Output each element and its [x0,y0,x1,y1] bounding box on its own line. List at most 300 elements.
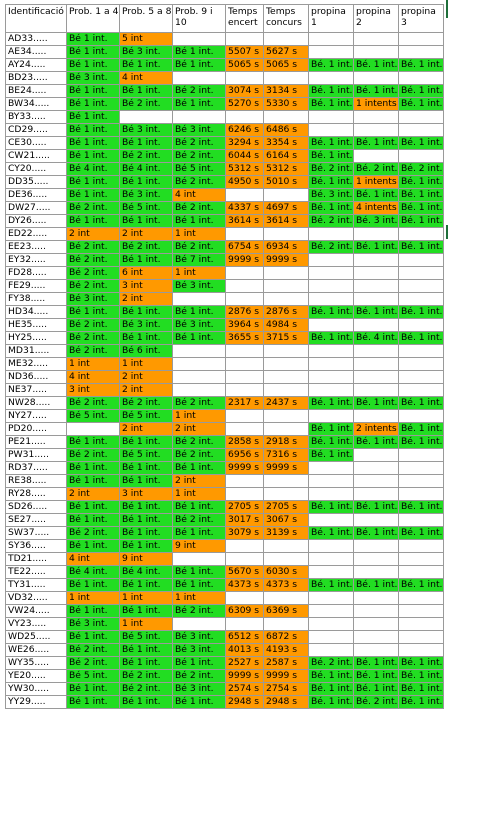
cell-identificacio[interactable]: VD32..... [6,592,67,605]
table-cell[interactable]: Bé 1 int. [120,215,173,228]
table-cell[interactable]: Bé 2 int. [173,85,226,98]
table-cell[interactable] [354,358,399,371]
table-cell[interactable] [173,384,226,397]
table-cell[interactable]: Bé. 1 int. [399,137,444,150]
table-cell[interactable]: Bé 2 int. [120,397,173,410]
table-cell[interactable] [399,319,444,332]
table-cell[interactable]: Bé. 2 int. [309,215,354,228]
table-cell[interactable]: 1 int [120,358,173,371]
cell-identificacio[interactable]: WD25..... [6,631,67,644]
table-cell[interactable]: 2 int [120,293,173,306]
table-cell[interactable]: Bé. 1 int. [309,527,354,540]
table-cell[interactable]: Bé. 1 int. [354,683,399,696]
table-cell[interactable]: Bé 1 int. [67,696,120,709]
table-cell[interactable] [226,384,264,397]
table-cell[interactable]: Bé 1 int. [173,696,226,709]
table-cell[interactable]: 5065 s [226,59,264,72]
table-cell[interactable]: Bé 2 int. [67,254,120,267]
table-cell[interactable]: Bé 1 int. [67,46,120,59]
table-cell[interactable] [354,631,399,644]
table-cell[interactable]: Bé 2 int. [173,137,226,150]
table-cell[interactable]: Bé. 1 int. [309,59,354,72]
table-cell[interactable]: Bé 4 int. [120,566,173,579]
table-cell[interactable]: Bé 1 int. [67,540,120,553]
table-cell[interactable] [399,488,444,501]
table-cell[interactable]: Bé 1 int. [67,605,120,618]
table-cell[interactable] [354,605,399,618]
table-cell[interactable] [309,345,354,358]
cell-identificacio[interactable]: VW24..... [6,605,67,618]
table-cell[interactable]: Bé. 1 int. [399,215,444,228]
table-cell[interactable]: Bé. 1 int. [399,306,444,319]
table-cell[interactable] [399,124,444,137]
table-cell[interactable] [354,475,399,488]
table-cell[interactable]: 3715 s [264,332,309,345]
table-cell[interactable] [173,293,226,306]
table-cell[interactable] [309,228,354,241]
header-propina-3[interactable]: propina 3 [399,5,444,33]
table-cell[interactable] [309,384,354,397]
table-cell[interactable]: 2858 s [226,436,264,449]
table-cell[interactable] [309,33,354,46]
table-cell[interactable]: Bé. 1 int. [309,501,354,514]
table-cell[interactable]: 5330 s [264,98,309,111]
table-cell[interactable] [264,384,309,397]
cell-identificacio[interactable]: EE23..... [6,241,67,254]
table-cell[interactable] [173,33,226,46]
table-cell[interactable] [226,410,264,423]
table-cell[interactable]: Bé. 1 int. [399,423,444,436]
table-cell[interactable] [354,124,399,137]
table-cell[interactable]: Bé 1 int. [120,85,173,98]
table-cell[interactable] [264,189,309,202]
table-cell[interactable] [354,371,399,384]
table-cell[interactable]: Bé 1 int. [67,683,120,696]
cell-identificacio[interactable]: MD31..... [6,345,67,358]
table-cell[interactable] [226,423,264,436]
table-cell[interactable] [264,423,309,436]
table-cell[interactable] [226,228,264,241]
table-cell[interactable]: Bé 2 int. [67,332,120,345]
table-cell[interactable] [354,449,399,462]
table-cell[interactable]: Bé 4 int. [67,163,120,176]
table-cell[interactable]: 1 int [173,228,226,241]
table-cell[interactable]: 1 intents [354,176,399,189]
table-cell[interactable]: Bé 1 int. [120,137,173,150]
cell-identificacio[interactable]: FE29..... [6,280,67,293]
table-cell[interactable]: Bé 1 int. [173,46,226,59]
table-cell[interactable]: 2 int [120,384,173,397]
table-cell[interactable] [354,540,399,553]
table-cell[interactable]: Bé 6 int. [120,345,173,358]
table-cell[interactable]: Bé 3 int. [67,72,120,85]
table-cell[interactable]: Bé 2 int. [120,150,173,163]
table-cell[interactable]: Bé 1 int. [120,527,173,540]
table-cell[interactable]: Bé 3 int. [173,280,226,293]
table-cell[interactable]: 4 int [120,72,173,85]
table-cell[interactable]: 2587 s [264,657,309,670]
table-cell[interactable] [264,618,309,631]
table-cell[interactable]: Bé 1 int. [67,475,120,488]
table-cell[interactable] [354,33,399,46]
table-cell[interactable]: 9 int [173,540,226,553]
table-cell[interactable]: Bé 1 int. [67,514,120,527]
table-cell[interactable]: 3 int [120,488,173,501]
table-cell[interactable]: 4984 s [264,319,309,332]
table-cell[interactable]: Bé 1 int. [67,189,120,202]
table-cell[interactable]: Bé 1 int. [67,436,120,449]
table-cell[interactable] [264,72,309,85]
table-cell[interactable]: Bé. 1 int. [399,670,444,683]
table-cell[interactable]: Bé. 1 int. [309,85,354,98]
table-cell[interactable]: 6754 s [226,241,264,254]
cell-identificacio[interactable]: HE35..... [6,319,67,332]
table-cell[interactable] [354,488,399,501]
table-cell[interactable]: Bé. 1 int. [399,202,444,215]
table-cell[interactable]: Bé 2 int. [173,605,226,618]
header-temps-concurs[interactable]: Temps concurs [264,5,309,33]
table-cell[interactable] [399,293,444,306]
table-cell[interactable]: Bé 5 int. [173,163,226,176]
table-cell[interactable]: 1 int [173,267,226,280]
cell-identificacio[interactable]: HD34..... [6,306,67,319]
table-cell[interactable] [264,111,309,124]
table-cell[interactable] [226,111,264,124]
table-cell[interactable] [264,488,309,501]
table-cell[interactable] [354,254,399,267]
table-cell[interactable]: Bé 3 int. [120,124,173,137]
header-temps-encert[interactable]: Temps encert [226,5,264,33]
table-cell[interactable]: Bé 1 int. [67,631,120,644]
table-cell[interactable]: Bé. 1 int. [399,501,444,514]
table-cell[interactable]: Bé 2 int. [67,345,120,358]
table-cell[interactable] [399,449,444,462]
table-cell[interactable] [354,644,399,657]
table-cell[interactable]: Bé 1 int. [67,462,120,475]
table-cell[interactable]: Bé. 1 int. [309,202,354,215]
table-cell[interactable]: 6 int [120,267,173,280]
table-cell[interactable]: Bé 1 int. [120,696,173,709]
table-cell[interactable] [309,254,354,267]
table-cell[interactable]: 9999 s [264,462,309,475]
table-cell[interactable] [264,475,309,488]
table-cell[interactable]: 1 int [173,410,226,423]
table-cell[interactable]: 2574 s [226,683,264,696]
table-cell[interactable]: Bé 1 int. [67,124,120,137]
table-cell[interactable]: 4 int [67,371,120,384]
table-cell[interactable]: Bé 2 int. [173,176,226,189]
cell-identificacio[interactable]: BY33..... [6,111,67,124]
cell-identificacio[interactable]: CE30..... [6,137,67,150]
table-cell[interactable]: 9999 s [226,254,264,267]
table-cell[interactable] [309,644,354,657]
table-cell[interactable] [309,462,354,475]
table-cell[interactable]: Bé. 1 int. [399,696,444,709]
table-cell[interactable] [309,592,354,605]
table-cell[interactable] [226,618,264,631]
table-cell[interactable]: Bé 1 int. [120,514,173,527]
table-cell[interactable] [309,319,354,332]
table-cell[interactable]: Bé 1 int. [120,254,173,267]
table-cell[interactable]: Bé. 1 int. [354,189,399,202]
table-cell[interactable] [226,540,264,553]
cell-identificacio[interactable]: YW30..... [6,683,67,696]
table-cell[interactable]: Bé 2 int. [67,449,120,462]
table-cell[interactable]: Bé 3 int. [173,683,226,696]
cell-identificacio[interactable]: TE22..... [6,566,67,579]
table-cell[interactable]: 4013 s [226,644,264,657]
table-cell[interactable]: Bé. 1 int. [354,501,399,514]
table-cell[interactable]: Bé. 1 int. [399,85,444,98]
table-cell[interactable] [354,150,399,163]
table-cell[interactable] [354,228,399,241]
table-cell[interactable]: Bé 1 int. [120,306,173,319]
table-cell[interactable]: 6956 s [226,449,264,462]
table-cell[interactable]: 2 int [173,423,226,436]
table-cell[interactable] [173,371,226,384]
cell-identificacio[interactable]: SD26..... [6,501,67,514]
table-cell[interactable]: 5270 s [226,98,264,111]
cell-identificacio[interactable]: ND36..... [6,371,67,384]
table-cell[interactable]: Bé. 2 int. [354,696,399,709]
table-cell[interactable]: Bé 1 int. [67,59,120,72]
table-cell[interactable]: Bé 1 int. [120,475,173,488]
table-cell[interactable]: Bé 4 int. [67,566,120,579]
header-prob-9-10[interactable]: Prob. 9 i 10 [173,5,226,33]
table-cell[interactable] [399,605,444,618]
table-cell[interactable]: Bé 2 int. [173,514,226,527]
table-cell[interactable] [309,410,354,423]
table-cell[interactable]: Bé 3 int. [173,319,226,332]
table-cell[interactable]: Bé 1 int. [173,215,226,228]
table-cell[interactable] [264,410,309,423]
table-cell[interactable]: Bé. 1 int. [399,176,444,189]
table-cell[interactable] [399,566,444,579]
table-cell[interactable] [309,293,354,306]
table-cell[interactable]: 4950 s [226,176,264,189]
table-cell[interactable]: 5507 s [226,46,264,59]
table-cell[interactable]: Bé 1 int. [120,605,173,618]
table-cell[interactable] [309,488,354,501]
table-cell[interactable] [354,592,399,605]
table-cell[interactable]: Bé. 1 int. [309,423,354,436]
table-cell[interactable] [173,358,226,371]
table-cell[interactable]: Bé 1 int. [120,436,173,449]
cell-identificacio[interactable]: RD37..... [6,462,67,475]
table-cell[interactable]: 2918 s [264,436,309,449]
table-cell[interactable] [264,540,309,553]
cell-identificacio[interactable]: YY29..... [6,696,67,709]
table-cell[interactable] [264,371,309,384]
table-cell[interactable]: 3074 s [226,85,264,98]
table-cell[interactable]: Bé. 1 int. [354,657,399,670]
table-cell[interactable]: Bé 2 int. [120,683,173,696]
table-cell[interactable]: Bé 1 int. [120,657,173,670]
table-cell[interactable]: 4 int [173,189,226,202]
table-cell[interactable]: Bé 1 int. [67,215,120,228]
table-cell[interactable]: Bé. 1 int. [399,683,444,696]
cell-identificacio[interactable]: BE24..... [6,85,67,98]
table-cell[interactable]: 5010 s [264,176,309,189]
table-cell[interactable]: 9999 s [264,670,309,683]
table-cell[interactable]: Bé. 1 int. [399,189,444,202]
table-cell[interactable]: Bé. 4 int. [354,332,399,345]
cell-identificacio[interactable]: PD20..... [6,423,67,436]
table-cell[interactable]: Bé. 1 int. [354,579,399,592]
table-cell[interactable] [399,644,444,657]
table-cell[interactable]: Bé 1 int. [173,566,226,579]
table-cell[interactable] [354,566,399,579]
cell-identificacio[interactable]: FY38..... [6,293,67,306]
table-cell[interactable]: 6872 s [264,631,309,644]
table-cell[interactable]: Bé 1 int. [173,462,226,475]
table-cell[interactable] [354,410,399,423]
table-cell[interactable]: 2754 s [264,683,309,696]
table-cell[interactable]: 7316 s [264,449,309,462]
cell-identificacio[interactable]: SE27..... [6,514,67,527]
table-cell[interactable]: Bé 1 int. [120,501,173,514]
table-cell[interactable] [226,189,264,202]
table-cell[interactable]: Bé. 1 int. [309,150,354,163]
table-cell[interactable]: Bé. 1 int. [309,449,354,462]
table-cell[interactable]: 2437 s [264,397,309,410]
table-cell[interactable]: Bé 1 int. [173,501,226,514]
table-cell[interactable]: 9 int [120,553,173,566]
header-prob-5-8[interactable]: Prob. 5 a 8 [120,5,173,33]
table-cell[interactable]: 2876 s [264,306,309,319]
table-cell[interactable] [264,33,309,46]
table-cell[interactable]: Bé 1 int. [173,657,226,670]
table-cell[interactable]: 3614 s [226,215,264,228]
table-cell[interactable]: 4373 s [264,579,309,592]
table-cell[interactable]: 2527 s [226,657,264,670]
table-cell[interactable]: 3017 s [226,514,264,527]
table-cell[interactable] [399,410,444,423]
table-cell[interactable]: Bé. 1 int. [309,306,354,319]
table-cell[interactable]: Bé. 1 int. [354,436,399,449]
table-cell[interactable]: 3655 s [226,332,264,345]
table-cell[interactable]: Bé 2 int. [67,644,120,657]
table-cell[interactable]: Bé. 1 int. [399,436,444,449]
cell-identificacio[interactable]: YE20..... [6,670,67,683]
table-cell[interactable] [399,462,444,475]
table-cell[interactable]: Bé. 1 int. [399,527,444,540]
cell-identificacio[interactable]: WE26..... [6,644,67,657]
table-cell[interactable]: Bé 2 int. [67,319,120,332]
cell-identificacio[interactable]: NY27..... [6,410,67,423]
table-cell[interactable]: Bé. 1 int. [309,683,354,696]
table-cell[interactable] [399,475,444,488]
table-cell[interactable] [354,553,399,566]
table-cell[interactable]: 2948 s [226,696,264,709]
table-cell[interactable]: 2705 s [264,501,309,514]
table-cell[interactable]: Bé 3 int. [173,644,226,657]
table-cell[interactable]: 2 int [67,228,120,241]
table-cell[interactable]: 4 int [67,553,120,566]
table-cell[interactable] [309,111,354,124]
table-cell[interactable]: 1 int [67,592,120,605]
cell-identificacio[interactable]: CY20..... [6,163,67,176]
table-cell[interactable] [264,280,309,293]
cell-identificacio[interactable]: DD35..... [6,176,67,189]
table-cell[interactable] [226,280,264,293]
table-cell[interactable] [354,72,399,85]
table-cell[interactable]: 6030 s [264,566,309,579]
cell-identificacio[interactable]: DW27..... [6,202,67,215]
table-cell[interactable]: 2 int [120,228,173,241]
table-cell[interactable]: 6369 s [264,605,309,618]
cell-identificacio[interactable]: SY36..... [6,540,67,553]
table-cell[interactable]: 1 int [120,592,173,605]
table-cell[interactable]: Bé. 1 int. [354,670,399,683]
table-cell[interactable] [264,553,309,566]
header-propina-2[interactable]: propina 2 [354,5,399,33]
table-cell[interactable]: Bé. 1 int. [309,696,354,709]
table-cell[interactable] [399,371,444,384]
table-cell[interactable]: 4193 s [264,644,309,657]
table-cell[interactable]: Bé 2 int. [67,280,120,293]
table-cell[interactable]: 4697 s [264,202,309,215]
table-cell[interactable]: Bé. 1 int. [399,657,444,670]
cell-identificacio[interactable]: ED22..... [6,228,67,241]
table-cell[interactable]: 4337 s [226,202,264,215]
table-cell[interactable] [399,228,444,241]
table-cell[interactable]: Bé. 1 int. [399,241,444,254]
table-cell[interactable]: Bé 1 int. [173,59,226,72]
table-cell[interactable] [354,319,399,332]
table-cell[interactable] [264,592,309,605]
table-cell[interactable]: Bé. 1 int. [399,98,444,111]
table-cell[interactable]: Bé. 1 int. [399,332,444,345]
table-cell[interactable] [309,267,354,280]
table-cell[interactable]: Bé 2 int. [67,202,120,215]
table-cell[interactable]: Bé. 2 int. [309,657,354,670]
table-cell[interactable] [309,124,354,137]
cell-identificacio[interactable]: RE38..... [6,475,67,488]
table-cell[interactable]: Bé 2 int. [67,397,120,410]
table-cell[interactable]: Bé 1 int. [120,462,173,475]
table-cell[interactable] [399,280,444,293]
table-cell[interactable]: Bé 1 int. [67,137,120,150]
cell-identificacio[interactable]: ME32..... [6,358,67,371]
table-cell[interactable] [354,293,399,306]
table-cell[interactable] [399,33,444,46]
table-cell[interactable]: 3067 s [264,514,309,527]
table-cell[interactable]: 6044 s [226,150,264,163]
table-cell[interactable]: 2 int [120,423,173,436]
table-cell[interactable]: 4373 s [226,579,264,592]
table-cell[interactable]: 3 int [67,384,120,397]
table-cell[interactable] [354,514,399,527]
table-cell[interactable] [226,267,264,280]
table-cell[interactable]: Bé 4 int. [120,163,173,176]
table-cell[interactable] [399,254,444,267]
table-cell[interactable]: 2876 s [226,306,264,319]
cell-identificacio[interactable]: AD33..... [6,33,67,46]
cell-identificacio[interactable]: PE21..... [6,436,67,449]
table-cell[interactable]: Bé. 1 int. [309,332,354,345]
table-cell[interactable]: Bé 2 int. [173,241,226,254]
cell-identificacio[interactable]: NW28..... [6,397,67,410]
cell-identificacio[interactable]: TD21..... [6,553,67,566]
table-cell[interactable] [264,358,309,371]
table-cell[interactable]: 3354 s [264,137,309,150]
table-cell[interactable] [309,46,354,59]
table-cell[interactable]: Bé 2 int. [120,98,173,111]
table-cell[interactable]: Bé 1 int. [120,176,173,189]
table-cell[interactable]: Bé 2 int. [173,670,226,683]
table-cell[interactable]: Bé 1 int. [173,332,226,345]
